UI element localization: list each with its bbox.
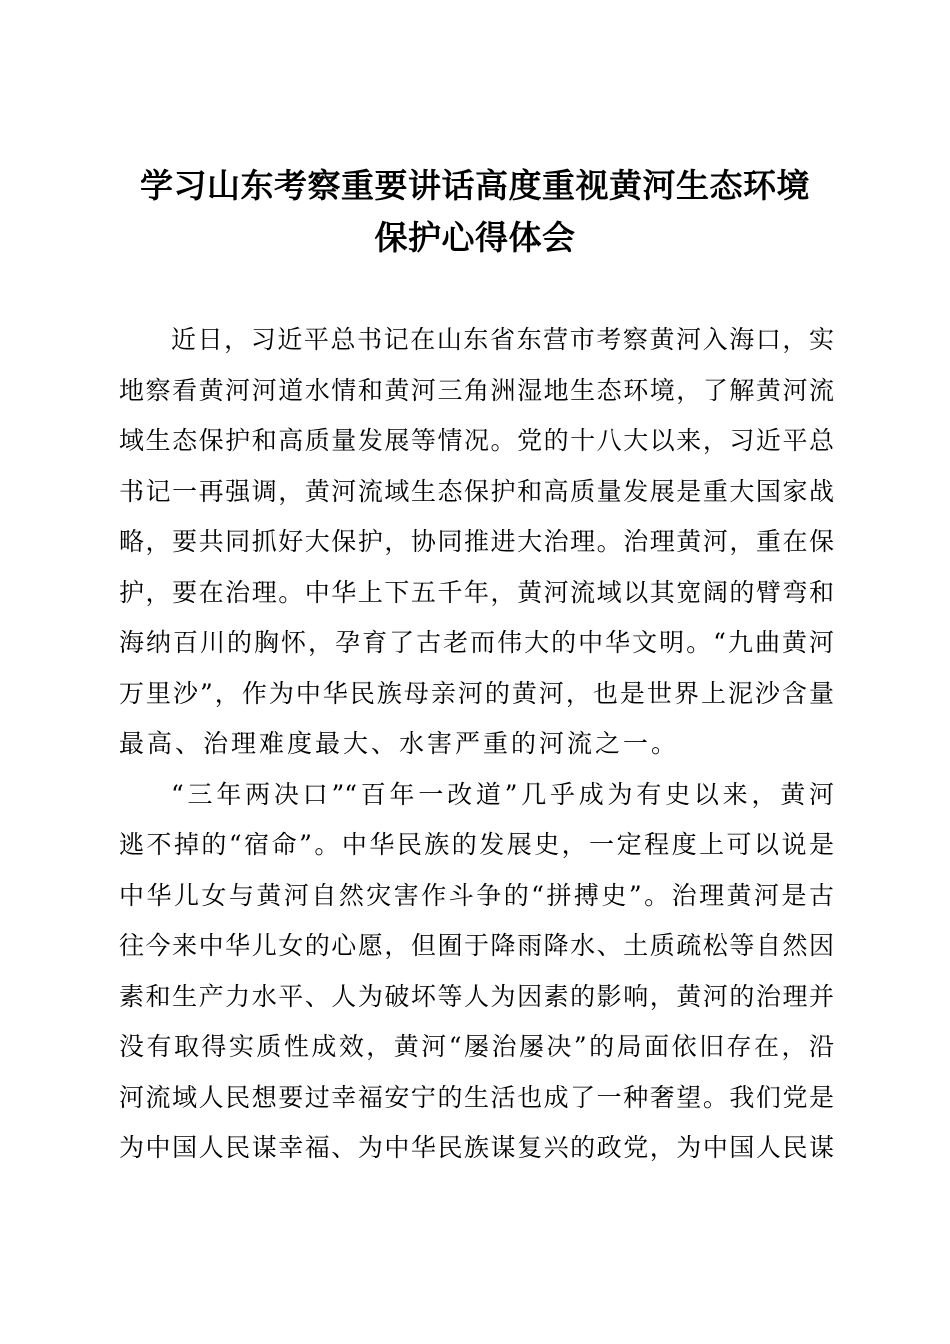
document-title xyxy=(110,160,840,264)
title-line-2: 保护心得体会 xyxy=(374,218,576,257)
paragraph-line: 逃不掉的“宿命”。中华民族的发展史，一定程度上可以说是 xyxy=(119,830,834,859)
paragraph-line: 近日，习近平总书记在山东省东营市考察黄河入海口，实 xyxy=(171,325,834,354)
paragraph-line: 万里沙”，作为中华民族母亲河的黄河，也是世界上泥沙含量 xyxy=(119,678,834,708)
paragraph-line: 没有取得实质性成效，黄河“屡治屡决”的局面依旧存在，沿 xyxy=(119,1032,834,1061)
paragraph-line: 河流域人民想要过幸福安宁的生活也成了一种奢望。我们党是 xyxy=(119,1082,834,1112)
title-line-1: 学习山东考察重要讲话高度重视黄河生态环境 xyxy=(140,166,810,205)
paragraph-1 xyxy=(119,315,834,770)
paragraph-line: 域生态保护和高质量发展等情况。党的十八大以来，习近平总 xyxy=(119,426,834,455)
paragraph-line: 海纳百川的胸怀，孕育了古老而伟大的中华文明。“九曲黄河 xyxy=(119,628,834,657)
paragraph-line: 地察看黄河河道水情和黄河三角洲湿地生态环境，了解黄河流 xyxy=(119,375,834,405)
paragraph-line: “三年两决口”“百年一改道”几乎成为有史以来，黄河 xyxy=(171,779,834,809)
paragraph-line: 往今来中华儿女的心愿，但囿于降雨降水、土质疏松等自然因 xyxy=(119,931,834,960)
paragraph-line: 中华儿女与黄河自然灾害作斗争的“拼搏史”。治理黄河是古 xyxy=(119,880,834,910)
paragraph-2 xyxy=(119,770,834,1174)
paragraph-line: 为中国人民谋幸福、为中华民族谋复兴的政党，为中国人民谋 xyxy=(119,1133,834,1162)
paragraph-line: 护，要在治理。中华上下五千年，黄河流域以其宽阔的臂弯和 xyxy=(119,577,834,607)
document-body xyxy=(119,315,834,1174)
paragraph-line: 素和生产力水平、人为破坏等人为因素的影响，黄河的治理并 xyxy=(119,981,834,1011)
paragraph-line: 略，要共同抓好大保护，协同推进大治理。治理黄河，重在保 xyxy=(119,527,834,556)
paragraph-line: 书记一再强调，黄河流域生态保护和高质量发展是重大国家战 xyxy=(119,476,834,506)
paragraph-line: 最高、治理难度最大、水害严重的河流之一。 xyxy=(119,729,680,758)
